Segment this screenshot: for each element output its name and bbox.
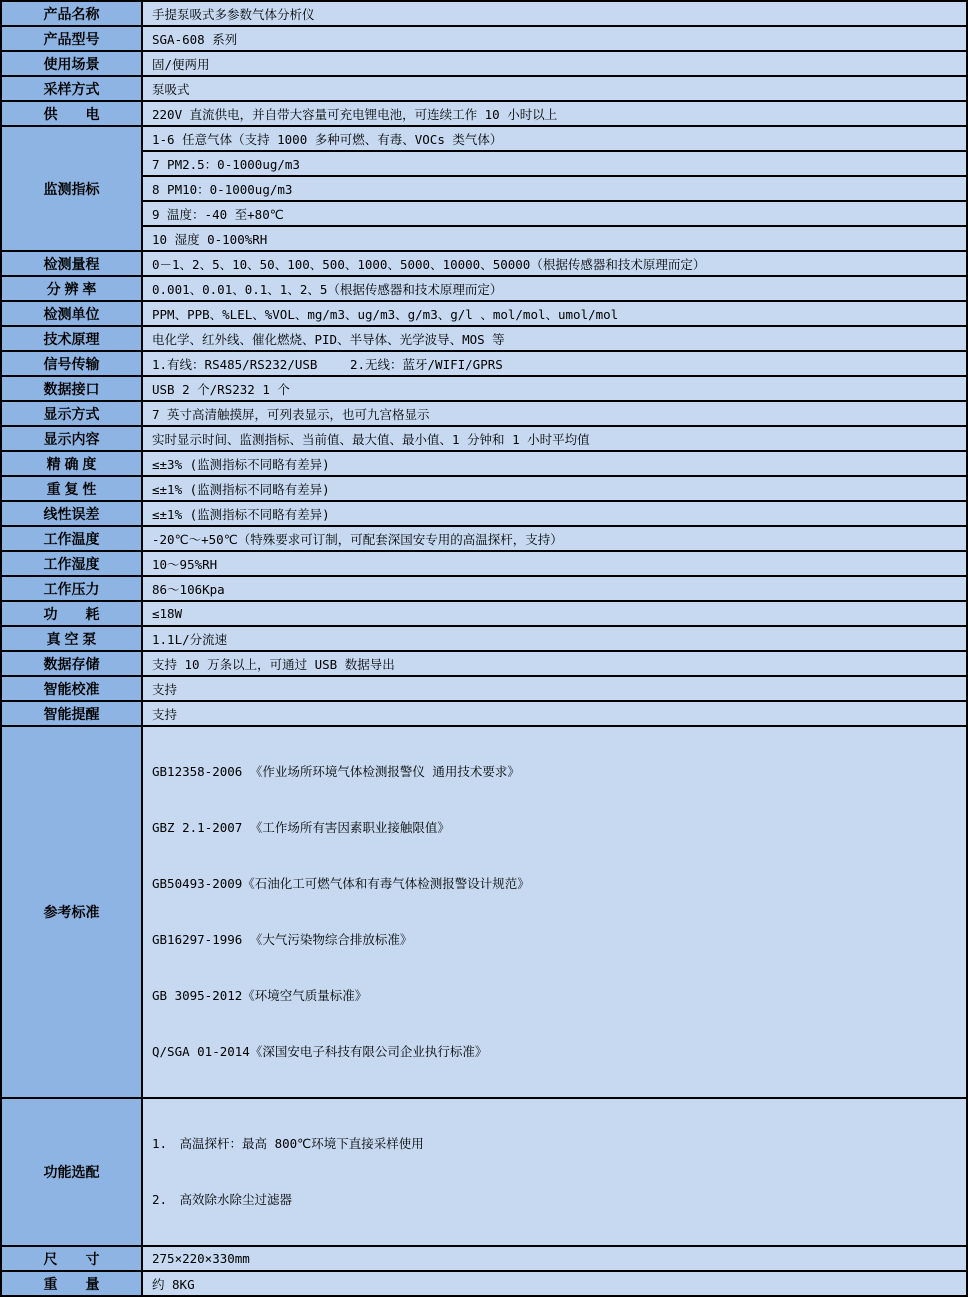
spec-value: ≤18W <box>142 601 967 626</box>
table-row <box>1 1098 967 1246</box>
table-row <box>1 1246 967 1271</box>
standard-line: Q/SGA 01-2014《深国安电子科技有限公司企业执行标准》 <box>152 1044 488 1059</box>
spec-value: PPM、PPB、%LEL、%VOL、mg/m3、ug/m3、g/m3、g/l 、mol/mol、umol/mol <box>142 301 967 326</box>
spec-label: 功能选配 <box>1 1098 142 1246</box>
spec-value: 0－1、2、5、10、50、100、500、1000、5000、10000、50000（根据传感器和技术原理而定） <box>142 251 967 276</box>
spec-value: 电化学、红外线、催化燃烧、PID、半导体、光学波导、MOS 等 <box>142 326 967 351</box>
spec-value <box>142 1098 967 1246</box>
table-row <box>1 151 967 176</box>
spec-value: 7 英寸高清触摸屏，可列表显示，也可九宫格显示 <box>142 401 967 426</box>
spec-value: ≤±1% (监测指标不同略有差异) <box>142 476 967 501</box>
table-row <box>1 51 967 76</box>
spec-label: 分 辨 率 <box>1 276 142 301</box>
spec-label: 功 耗 <box>1 601 142 626</box>
spec-label: 检测单位 <box>1 301 142 326</box>
table-row <box>1 376 967 401</box>
standard-line: GBZ 2.1-2007 《工作场所有害因素职业接触限值》 <box>152 820 450 835</box>
spec-value: ≤±1% (监测指标不同略有差异) <box>142 501 967 526</box>
spec-label: 尺 寸 <box>1 1246 142 1271</box>
table-row <box>1 1 967 26</box>
spec-label: 显示内容 <box>1 426 142 451</box>
table-row <box>1 501 967 526</box>
spec-label: 参考标准 <box>1 726 142 1098</box>
spec-value: 实时显示时间、监测指标、当前值、最大值、最小值、1 分钟和 1 小时平均值 <box>142 426 967 451</box>
standard-line: GB50493-2009《石油化工可燃气体和有毒气体检测报警设计规范》 <box>152 876 530 891</box>
spec-label: 线性误差 <box>1 501 142 526</box>
table-row <box>1 1271 967 1296</box>
spec-label: 智能校准 <box>1 676 142 701</box>
spec-value: 手提泵吸式多参数气体分析仪 <box>142 1 967 26</box>
spec-value: 86～106Kpa <box>142 576 967 601</box>
spec-value: 固/便两用 <box>142 51 967 76</box>
table-row <box>1 351 967 376</box>
spec-value: 支持 10 万条以上，可通过 USB 数据导出 <box>142 651 967 676</box>
table-row <box>1 276 967 301</box>
spec-label: 重 复 性 <box>1 476 142 501</box>
spec-label: 检测量程 <box>1 251 142 276</box>
spec-label: 真 空 泵 <box>1 626 142 651</box>
spec-value: 1.有线：RS485/RS232/USB 2.无线：蓝牙/WIFI/GPRS <box>142 351 967 376</box>
spec-value: 泵吸式 <box>142 76 967 101</box>
table-row <box>1 201 967 226</box>
option-line: 1. 高温探杆：最高 800℃环境下直接采样使用 <box>152 1136 424 1151</box>
spec-label: 重 量 <box>1 1271 142 1296</box>
spec-label: 精 确 度 <box>1 451 142 476</box>
spec-value: 8 PM10：0-1000ug/m3 <box>142 176 967 201</box>
table-row <box>1 251 967 276</box>
table-row <box>1 326 967 351</box>
table-row <box>1 476 967 501</box>
spec-label: 产品型号 <box>1 26 142 51</box>
table-row <box>1 76 967 101</box>
table-row <box>1 126 967 151</box>
spec-value: 1.1L/分流速 <box>142 626 967 651</box>
option-line: 2. 高效除水除尘过滤器 <box>152 1192 293 1207</box>
spec-value: ≤±3% (监测指标不同略有差异) <box>142 451 967 476</box>
spec-label: 数据存储 <box>1 651 142 676</box>
spec-value: 220V 直流供电，并自带大容量可充电锂电池，可连续工作 10 小时以上 <box>142 101 967 126</box>
spec-label: 技术原理 <box>1 326 142 351</box>
table-row <box>1 701 967 726</box>
spec-label: 数据接口 <box>1 376 142 401</box>
spec-value: SGA-608 系列 <box>142 26 967 51</box>
table-row <box>1 551 967 576</box>
table-row <box>1 426 967 451</box>
spec-label: 监测指标 <box>1 126 142 251</box>
spec-value: 9 温度：-40 至+80℃ <box>142 201 967 226</box>
table-row <box>1 301 967 326</box>
table-row <box>1 651 967 676</box>
spec-value: 约 8KG <box>142 1271 967 1296</box>
spec-label: 显示方式 <box>1 401 142 426</box>
table-row <box>1 726 967 1098</box>
table-row <box>1 676 967 701</box>
spec-label: 智能提醒 <box>1 701 142 726</box>
spec-label: 工作温度 <box>1 526 142 551</box>
table-row <box>1 576 967 601</box>
spec-value: 7 PM2.5：0-1000ug/m3 <box>142 151 967 176</box>
spec-value: -20℃～+50℃（特殊要求可订制，可配套深国安专用的高温探杆，支持） <box>142 526 967 551</box>
standard-line: GB 3095-2012《环境空气质量标准》 <box>152 988 368 1003</box>
spec-value: 10～95%RH <box>142 551 967 576</box>
spec-value: USB 2 个/RS232 1 个 <box>142 376 967 401</box>
spec-label: 产品名称 <box>1 1 142 26</box>
standard-line: GB12358-2006 《作业场所环境气体检测报警仪 通用技术要求》 <box>152 764 520 779</box>
spec-label: 使用场景 <box>1 51 142 76</box>
spec-value: 1-6 任意气体（支持 1000 多种可燃、有毒、VOCs 类气体） <box>142 126 967 151</box>
spec-label: 供 电 <box>1 101 142 126</box>
spec-label: 信号传输 <box>1 351 142 376</box>
table-row <box>1 176 967 201</box>
spec-value: 275×220×330mm <box>142 1246 967 1271</box>
spec-value: 0.001、0.01、0.1、1、2、5（根据传感器和技术原理而定） <box>142 276 967 301</box>
spec-value: 支持 <box>142 701 967 726</box>
table-row <box>1 601 967 626</box>
table-row <box>1 26 967 51</box>
table-row <box>1 626 967 651</box>
table-row <box>1 226 967 251</box>
spec-value: 支持 <box>142 676 967 701</box>
spec-value: 10 湿度 0-100%RH <box>142 226 967 251</box>
table-row <box>1 401 967 426</box>
spec-value <box>142 726 967 1098</box>
spec-label: 工作压力 <box>1 576 142 601</box>
standard-line: GB16297-1996 《大气污染物综合排放标准》 <box>152 932 413 947</box>
spec-label: 工作湿度 <box>1 551 142 576</box>
spec-label: 采样方式 <box>1 76 142 101</box>
table-row <box>1 101 967 126</box>
table-row <box>1 526 967 551</box>
table-row <box>1 451 967 476</box>
